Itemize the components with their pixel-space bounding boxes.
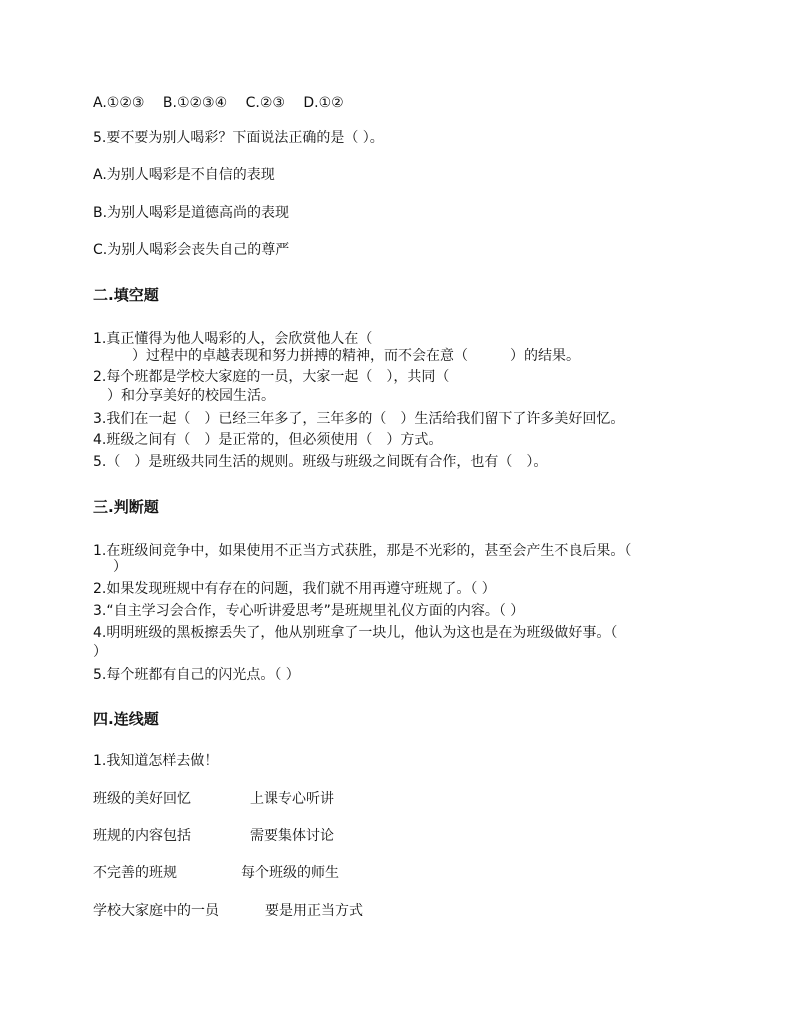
judge-line: 5.每个班都有自己的闪光点。（ ）: [93, 667, 300, 683]
judge-line: ）: [93, 644, 107, 660]
q4-options: A.①②③ B.①②③④ C.②③ D.①②: [93, 95, 344, 111]
fill-line: 3.我们在一起（ ）已经三年多了，三年多的（ ）生活给我们留下了许多美好回忆。: [93, 411, 625, 427]
match-row: [93, 827, 754, 845]
judge-line: 1.在班级间竞争中，如果使用不正当方式获胜，那是不光彩的，甚至会产生不良后果。（: [93, 543, 632, 559]
fill-section-title: 二.填空题: [93, 286, 159, 304]
match-section-title: 四.连线题: [93, 710, 159, 728]
judge-line: ）: [113, 559, 127, 575]
fill-line: 1.真正懂得为他人喝彩的人，会欣赏他人在（: [93, 331, 373, 347]
q5-option-b: B.为别人喝彩是道德高尚的表现: [93, 205, 290, 221]
fill-line: 5.（ ）是班级共同生活的规则。班级与班级之间既有合作，也有（ ）。: [93, 454, 548, 470]
match-right-item: 每个班级的师生: [241, 865, 339, 881]
judge-line: 3.“自主学习会合作，专心听讲爱思考”是班规里礼仪方面的内容。（ ）: [93, 603, 525, 619]
q5-option-c: C.为别人喝彩会丧失自己的尊严: [93, 242, 290, 258]
match-left-item: 班规的内容包括: [93, 828, 191, 844]
judge-section-title: 三.判断题: [93, 498, 159, 516]
match-right-item: 需要集体讨论: [250, 828, 334, 844]
fill-line: ）过程中的卓越表现和努力拼搏的精神，而不会在意（ ）的结果。: [132, 348, 580, 364]
fill-line: ）和分享美好的校园生活。: [107, 388, 275, 404]
judge-line: 4.明明班级的黑板擦丢失了，他从别班拿了一块儿，他认为这也是在为班级做好事。（: [93, 625, 618, 641]
match-row: [93, 864, 754, 882]
match-left-item: 班级的美好回忆: [93, 791, 191, 807]
match-right-item: 上课专心听讲: [250, 791, 334, 807]
match-row: [93, 902, 754, 920]
match-left-item: 不完善的班规: [93, 865, 177, 881]
fill-line: 4.班级之间有（ ）是正常的，但必须使用（ ）方式。: [93, 432, 443, 448]
match-right-item: 要是用正当方式: [265, 903, 363, 919]
q5-option-a: A.为别人喝彩是不自信的表现: [93, 167, 275, 183]
match-left-item: 学校大家庭中的一员: [93, 903, 219, 919]
judge-line: 2.如果发现班规中有存在的问题，我们就不用再遵守班规了。（ ）: [93, 581, 496, 597]
fill-line: 2.每个班都是学校大家庭的一员，大家一起（ ），共同（: [93, 369, 450, 385]
match-prompt: 1.我知道怎样去做！: [93, 753, 219, 769]
match-row: [93, 790, 754, 808]
q5-stem: 5.要不要为别人喝彩？下面说法正确的是（ ）。: [93, 130, 384, 146]
